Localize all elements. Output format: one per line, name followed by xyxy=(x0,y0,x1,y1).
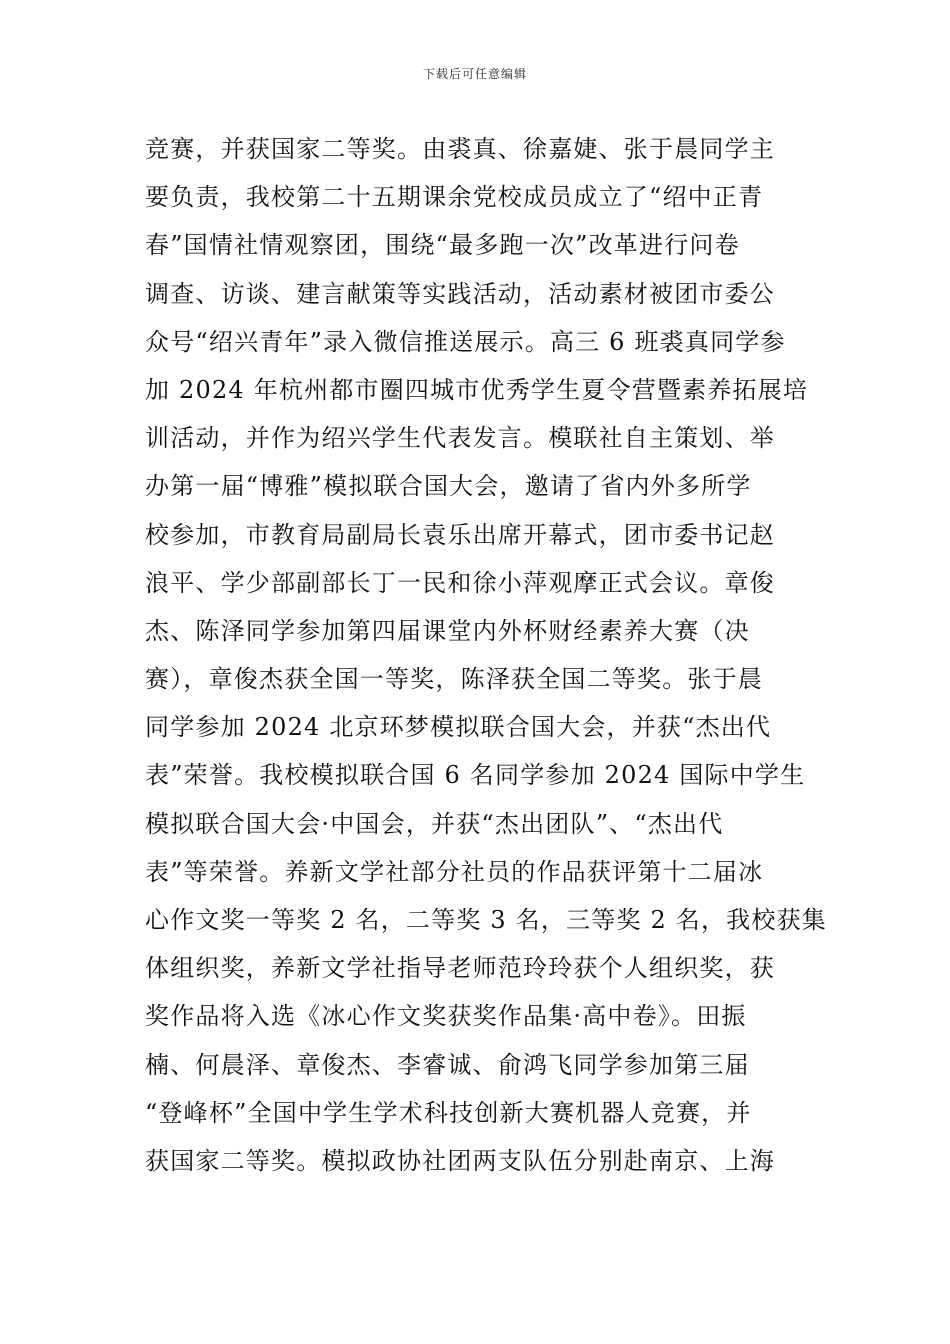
text-line: 体组织奖，养新文学社指导老师范玲玲获个人组织奖，获 xyxy=(145,954,775,983)
text-line: 要负责，我校第二十五期课余党校成员成立了“绍中正青 xyxy=(145,183,764,212)
text-line: 模拟联合国大会·中国会，并获“杰出团队”、“杰出代 xyxy=(145,809,724,838)
text-line: 楠、何晨泽、章俊杰、李睿诚、俞鸿飞同学参加第三届 xyxy=(145,1050,750,1079)
text-line: 春”国情社情观察团，围绕“最多跑一次”改革进行问卷 xyxy=(145,231,740,260)
text-line: 众号“绍兴青年”录入微信推送展示。高三 6 班裘真同学参 xyxy=(145,327,786,356)
text-line: 表”荣誉。我校模拟联合国 6 名同学参加 2024 国际中学生 xyxy=(145,761,806,790)
text-line: “登峰杯”全国中学生学术科技创新大赛机器人竞赛，并 xyxy=(145,1098,752,1127)
text-line: 心作文奖一等奖 2 名，二等奖 3 名，三等奖 2 名，我校获集 xyxy=(145,906,827,934)
text-line: 表”等荣誉。养新文学社部分社员的作品获评第十二届冰 xyxy=(145,857,764,886)
text-line: 获国家二等奖。模拟政协社团两支队伍分别赴南京、上海 xyxy=(145,1146,775,1175)
body-paragraph xyxy=(145,125,825,1185)
text-line: 竞赛，并获国家二等奖。由裘真、徐嘉婕、张于晨同学主 xyxy=(145,135,775,163)
text-line: 办第一届“博雅”模拟联合国大会，邀请了省内外多所学 xyxy=(145,472,752,501)
text-line: 赛），章俊杰获全国一等奖，陈泽获全国二等奖。张于晨 xyxy=(145,665,763,694)
text-line: 奖作品将入选《冰心作文奖获奖作品集·高中卷》。田振 xyxy=(145,1002,747,1031)
text-line: 调查、访谈、建言献策等实践活动，活动素材被团市委公 xyxy=(145,279,775,308)
text-line: 杰、陈泽同学参加第四届课堂内外杯财经素养大赛（决 xyxy=(145,616,750,645)
text-line: 校参加，市教育局副局长袁乐出席开幕式，团市委书记赵 xyxy=(145,520,775,549)
text-line: 同学参加 2024 北京环梦模拟联合国大会，并获“杰出代 xyxy=(145,713,772,742)
text-line: 浪平、学少部副部长丁一民和徐小萍观摩正式会议。章俊 xyxy=(145,568,775,597)
text-line: 加 2024 年杭州都市圈四城市优秀学生夏令营暨素养拓展培 xyxy=(145,375,809,404)
text-line: 训活动，并作为绍兴学生代表发言。模联社自主策划、举 xyxy=(145,424,775,453)
page-header: 下载后可任意编辑 xyxy=(422,67,527,81)
